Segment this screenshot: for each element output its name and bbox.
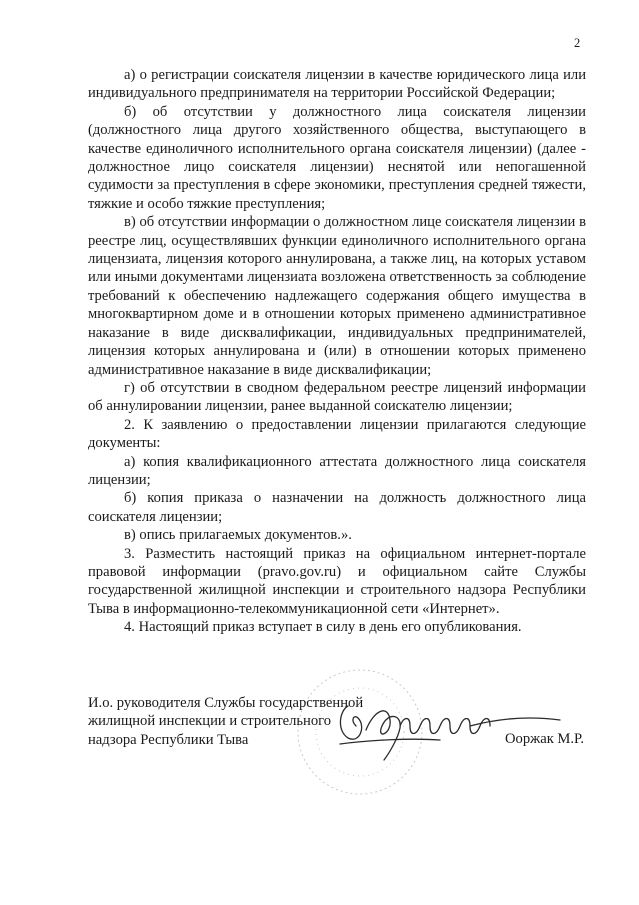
paragraph-1b: б) об отсутствии у должностного лица соискателя лицензии (должностного лица другого хозяйственного общества, выступающего в качестве единоличного исполнительного органа соискателя лицензии) (далее - должностное лицо соискателя лицензии) неснятой или непогашенной судимости за преступления в сфере экономики, преступления средней тяжести, тяжкие и особо тяжкие преступления; [88, 103, 586, 212]
paragraph-3: 3. Разместить настоящий приказ на официальном интернет-портале правовой информации (pravo.gov.ru) и официальном сайте Службы государственной жилищной инспекции и строительного надзора Республики Тыва в информационно-телекоммуникационной сети «Интернет». [88, 545, 586, 617]
signatory-position-line: надзора Республики Тыва [88, 731, 249, 748]
paragraph-1g: г) об отсутствии в сводном федеральном реестре лицензий информации об аннулировании лицензии, ранее выданной соискателю лицензии; [88, 379, 586, 415]
signatory-position [88, 694, 363, 749]
paragraph-2: 2. К заявлению о предоставлении лицензии прилагаются следующие документы: [88, 416, 586, 452]
page-number: 2 [574, 36, 581, 50]
paragraph-2a: а) копия квалификационного аттестата должностного лица соискателя лицензии; [88, 453, 586, 488]
paragraph-1v: в) об отсутствии информации о должностном лице соискателя лицензии в реестре лиц, осуществлявших функции единоличного исполнительного органа лицензиата, лицензия которого аннулирована, а также лиц, на которых уставом или иными документами лицензиата возложена ответственность за соблюдение требований к обеспечению надлежащего содержания общего имущества в многоквартирном доме и в отношении которых применено административное наказание в виде дисквалификации, индивидуальных предпринимателей, лицензия которых аннулирована и (или) в отношении которых применено административное наказание в виде дисквалификации; [88, 214, 586, 378]
paragraph-2b: б) копия приказа о назначении на должность должностного лица соискателя лицензии; [88, 490, 586, 525]
paragraph-1a: а) о регистрации соискателя лицензии в качестве юридического лица или индивидуального предпринимателя на территории Российской Федерации; [88, 67, 586, 102]
paragraph-2v: в) опись прилагаемых документов.». [124, 527, 352, 544]
document-body [88, 66, 586, 637]
paragraph-4: 4. Настоящий приказ вступает в силу в день его опубликования. [124, 619, 522, 636]
signatory-position-line: И.о. руководителя Службы государственной [88, 695, 364, 711]
signatory-name: Ооржак М.Р. [505, 731, 584, 747]
signatory-position-line: жилищной инспекции и строительного [88, 713, 332, 730]
